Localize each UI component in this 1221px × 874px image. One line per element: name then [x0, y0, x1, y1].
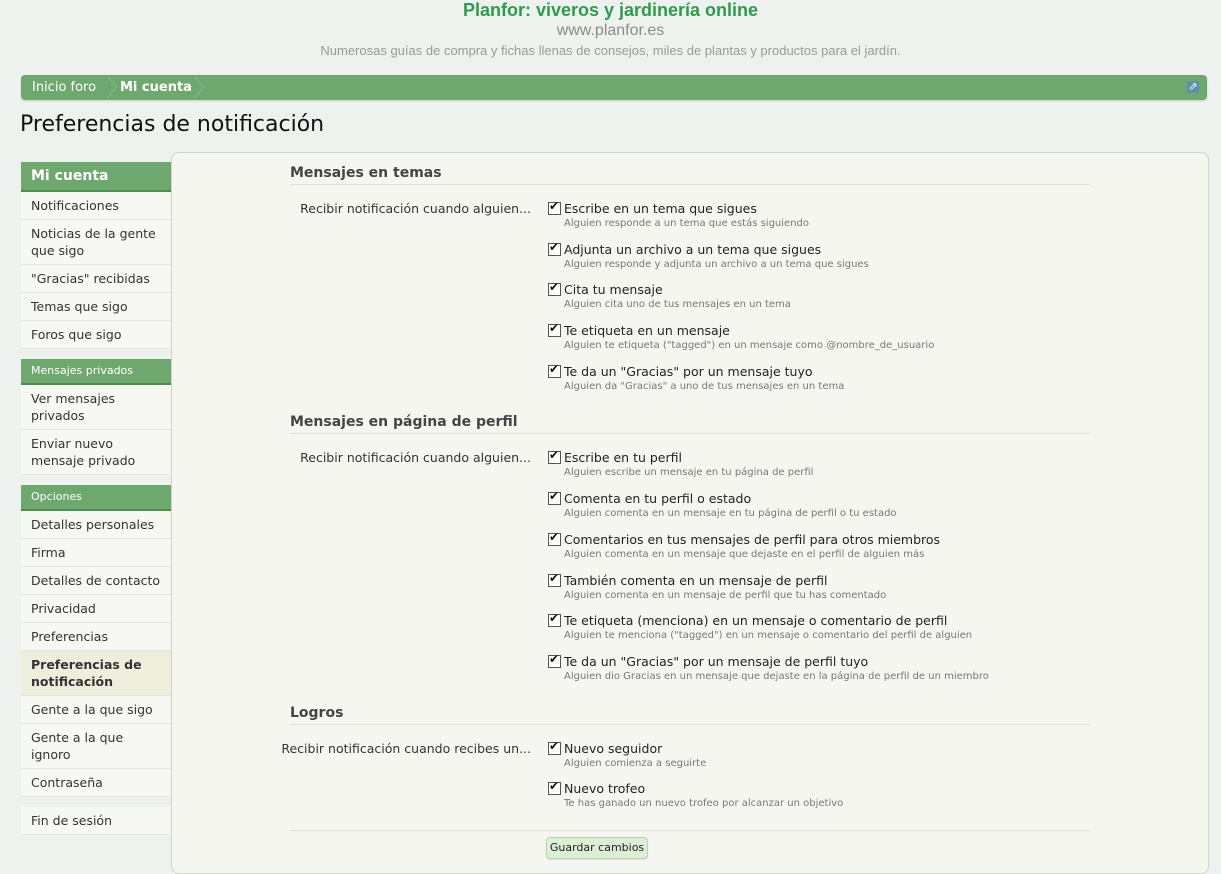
sidebar — [21, 162, 171, 835]
checkbox[interactable] — [548, 742, 561, 755]
option-label: Te etiqueta en un mensaje — [564, 323, 730, 338]
option-hint: Te has ganado un nuevo trofeo por alcanzar un objetivo — [564, 798, 844, 809]
section-title-achievements: Logros — [290, 705, 1090, 725]
option-label: Nuevo seguidor — [564, 741, 663, 756]
checkbox[interactable] — [548, 533, 561, 546]
breadcrumb-separator — [194, 75, 204, 99]
option-label: Comentarios en tus mensajes de perfil para otros miembros — [564, 532, 941, 547]
option-hint: Alguien dio Gracias en un mensaje que dejaste en la página de perfil de un miembro — [564, 671, 989, 682]
sidebar-item-logout[interactable]: Fin de sesión — [21, 807, 171, 835]
site-description: Numerosas guías de compra y fichas llenas de consejos, miles de plantas y productos para el jardín. — [320, 43, 901, 58]
sidebar-item-contact-details[interactable]: Detalles de contacto — [21, 567, 171, 595]
option-label: Te da un "Gracias" por un mensaje de perfil tuyo — [564, 654, 869, 669]
site-title[interactable]: Planfor: viveros y jardinería online — [462, 0, 759, 20]
option-hint: Alguien responde a un tema que estás siguiendo — [564, 218, 809, 229]
sidebar-item-watched-threads[interactable]: Temas que sigo — [21, 293, 171, 321]
section-title-profile: Mensajes en página de perfil — [290, 414, 1090, 434]
sidebar-item-notification-preferences[interactable]: Preferencias de notificación — [21, 651, 171, 696]
sidebar-heading-private-messages: Mensajes privados — [21, 359, 171, 385]
breadcrumb-separator — [107, 75, 117, 99]
row-label-achievements: Recibir notificación cuando recibes un... — [281, 741, 531, 756]
sidebar-item-signature[interactable]: Firma — [21, 539, 171, 567]
form-divider — [290, 830, 1090, 831]
sidebar-item-news-feed[interactable]: Noticias de la gente que sigo — [21, 220, 171, 265]
checkbox[interactable] — [548, 655, 561, 668]
sidebar-heading-my-account[interactable]: Mi cuenta — [21, 162, 171, 192]
checkbox[interactable] — [548, 492, 561, 505]
option-hint: Alguien cita uno de tus mensajes en un tema — [564, 299, 791, 310]
checkbox[interactable] — [548, 243, 561, 256]
sidebar-item-privacy[interactable]: Privacidad — [21, 595, 171, 623]
option-hint: Alguien te menciona ("tagged") en un mensaje o comentario del perfil de alguien — [564, 630, 973, 641]
option-label: También comenta en un mensaje de perfil — [564, 573, 828, 588]
option-label: Adjunta un archivo a un tema que sigues — [564, 242, 822, 257]
option-label: Te etiqueta (menciona) en un mensaje o comentario de perfil — [564, 613, 948, 628]
sidebar-item-following[interactable]: Gente a la que sigo — [21, 696, 171, 724]
option-label: Cita tu mensaje — [564, 282, 663, 297]
breadcrumb-home[interactable]: Inicio foro — [32, 80, 97, 95]
option-hint: Alguien te etiqueta ("tagged") en un mensaje como @nombre_de_usuario — [564, 340, 935, 351]
breadcrumb-my-account[interactable]: Mi cuenta — [120, 80, 192, 95]
option-label: Comenta en tu perfil o estado — [564, 491, 752, 506]
option-hint: Alguien comenta en un mensaje de perfil que tu has comentado — [564, 590, 887, 601]
sidebar-item-notifications[interactable]: Notificaciones — [21, 192, 171, 220]
sidebar-item-personal-details[interactable]: Detalles personales — [21, 511, 171, 539]
checkbox[interactable] — [548, 324, 561, 337]
checkbox[interactable] — [548, 614, 561, 627]
sidebar-item-password[interactable]: Contraseña — [21, 769, 171, 797]
checkbox[interactable] — [548, 283, 561, 296]
sidebar-item-thanks-received[interactable]: "Gracias" recibidas — [21, 265, 171, 293]
checkbox[interactable] — [548, 451, 561, 464]
sidebar-item-view-messages[interactable]: Ver mensajes privados — [21, 385, 171, 430]
option-label: Escribe en un tema que sigues — [564, 201, 757, 216]
breadcrumb — [21, 75, 1207, 100]
site-url: www.planfor.es — [556, 22, 665, 39]
row-label-threads: Recibir notificación cuando alguien... — [300, 201, 531, 216]
option-hint: Alguien comenta en un mensaje que dejaste en el perfil de alguien más — [564, 549, 925, 560]
sidebar-item-preferences[interactable]: Preferencias — [21, 623, 171, 651]
option-hint: Alguien responde y adjunta un archivo a un tema que sigues — [564, 259, 869, 270]
sidebar-heading-options: Opciones — [21, 485, 171, 511]
checkbox[interactable] — [548, 365, 561, 378]
page-title: Preferencias de notificación — [20, 112, 325, 137]
option-hint: Alguien comienza a seguirte — [564, 758, 707, 769]
checkbox[interactable] — [548, 782, 561, 795]
option-hint: Alguien da "Gracias" a uno de tus mensajes en un tema — [564, 381, 845, 392]
save-button[interactable]: Guardar cambios — [546, 837, 648, 859]
option-label: Te da un "Gracias" por un mensaje tuyo — [564, 364, 813, 379]
checkbox[interactable] — [548, 574, 561, 587]
option-label: Nuevo trofeo — [564, 781, 646, 796]
preferences-form — [171, 152, 1209, 874]
row-label-profile: Recibir notificación cuando alguien... — [300, 450, 531, 465]
option-label: Escribe en tu perfil — [564, 450, 682, 465]
sidebar-item-ignoring[interactable]: Gente a la que ignoro — [21, 724, 171, 769]
sidebar-item-watched-forums[interactable]: Foros que sigo — [21, 321, 171, 349]
external-link-icon[interactable]: ⇗ — [1188, 80, 1198, 93]
checkbox[interactable] — [548, 202, 561, 215]
sidebar-item-new-message[interactable]: Enviar nuevo mensaje privado — [21, 430, 171, 475]
option-hint: Alguien escribe un mensaje en tu página de perfil — [564, 467, 814, 478]
option-hint: Alguien comenta en un mensaje en tu página de perfil o tu estado — [564, 508, 897, 519]
section-title-threads: Mensajes en temas — [290, 165, 1090, 185]
